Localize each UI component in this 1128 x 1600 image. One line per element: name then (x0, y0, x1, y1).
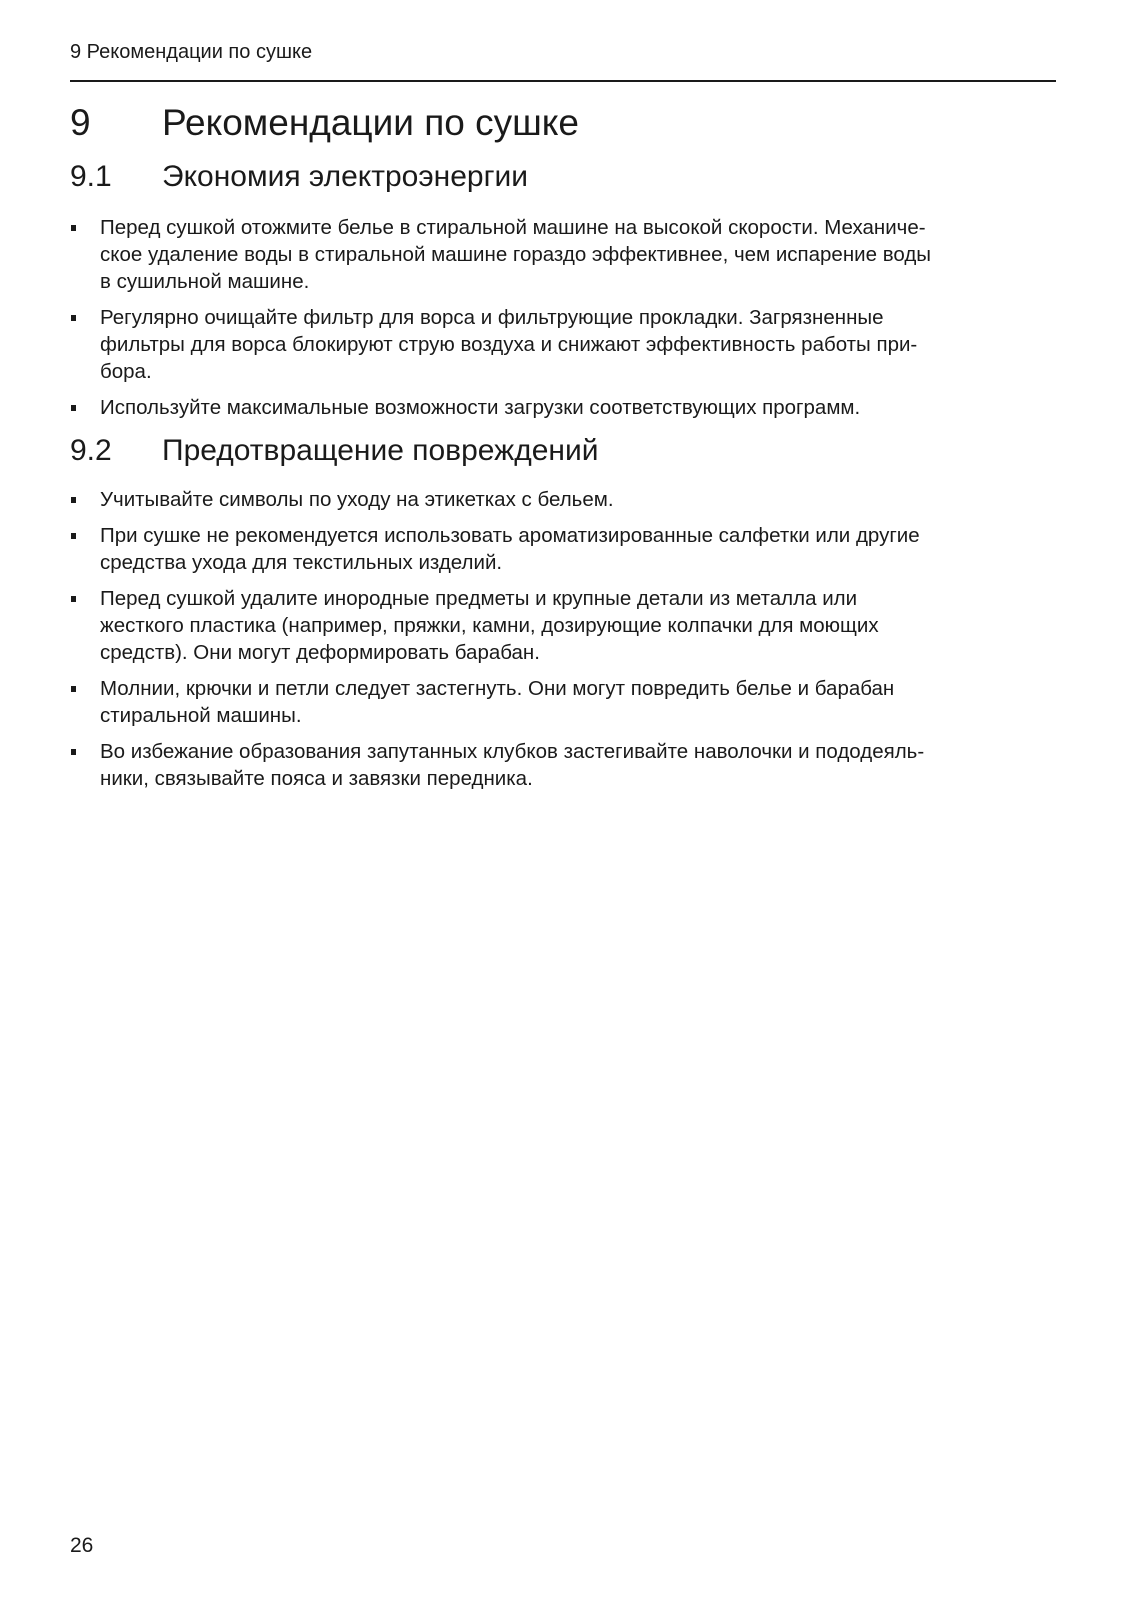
section-title-text: Предотвращение повреждений (162, 434, 599, 467)
damage-prevention-list (70, 486, 1060, 801)
section-title-9-2 (70, 432, 598, 470)
chapter-number: 9 (70, 102, 91, 143)
section-title-text: Экономия электроэнергии (162, 160, 529, 193)
bullet-square-icon (71, 749, 76, 755)
section-number: 9.1 (70, 160, 112, 193)
list-item-text: Учитывайте символы по уходу на этикетках с бельем. (100, 488, 614, 511)
bullet-square-icon (71, 596, 76, 602)
bullet-square-icon (71, 533, 76, 539)
bullet-square-icon (71, 686, 76, 692)
list-item-text: Во избежание образования запутанных клубков застегивайте наволочки и пододеяль- ники, связывайте пояса и завязки передника. (100, 740, 925, 790)
list-item (70, 304, 1060, 385)
bullet-square-icon (71, 225, 76, 231)
list-item-text: Регулярно очищайте фильтр для ворса и фильтрующие прокладки. Загрязненные фильтры для ворса блокируют струю воздуха и снижают эффективность работы при- бора. (100, 306, 918, 383)
header-rule (70, 80, 1056, 82)
bullet-square-icon (71, 405, 76, 411)
list-item-text: Молнии, крючки и петли следует застегнуть. Они могут повредить белье и барабан стиральной машины. (100, 677, 895, 727)
list-item-text: Перед сушкой отожмите белье в стиральной машине на высокой скорости. Механиче- ское удаление воды в стиральной машине гораздо эффективнее, чем испарение воды в сушильной машине. (100, 216, 932, 293)
list-item (70, 675, 1060, 729)
list-item (70, 214, 1060, 295)
list-item (70, 522, 1060, 576)
list-item (70, 394, 1060, 421)
list-item (70, 738, 1060, 792)
chapter-title-text: Рекомендации по сушке (162, 102, 579, 143)
list-item (70, 486, 1060, 513)
section-title-9-1 (70, 158, 528, 196)
bullet-square-icon (71, 315, 76, 321)
list-item (70, 585, 1060, 666)
list-item-text: При сушке не рекомендуется использовать ароматизированные салфетки или другие средства ухода для текстильных изделий. (100, 524, 920, 574)
list-item-text: Перед сушкой удалите инородные предметы и крупные детали из металла или жесткого пластика (например, пряжки, камни, дозирующие колпачки для моющих средств). Они могут деформировать барабан. (100, 587, 879, 664)
chapter-title (70, 100, 579, 146)
page-number: 26 (70, 1534, 94, 1557)
energy-saving-list (70, 214, 1060, 430)
bullet-square-icon (71, 497, 76, 503)
section-number: 9.2 (70, 434, 112, 467)
list-item-text: Используйте максимальные возможности загрузки соответствующих программ. (100, 396, 861, 419)
running-header: 9 Рекомендации по сушке (70, 41, 313, 63)
